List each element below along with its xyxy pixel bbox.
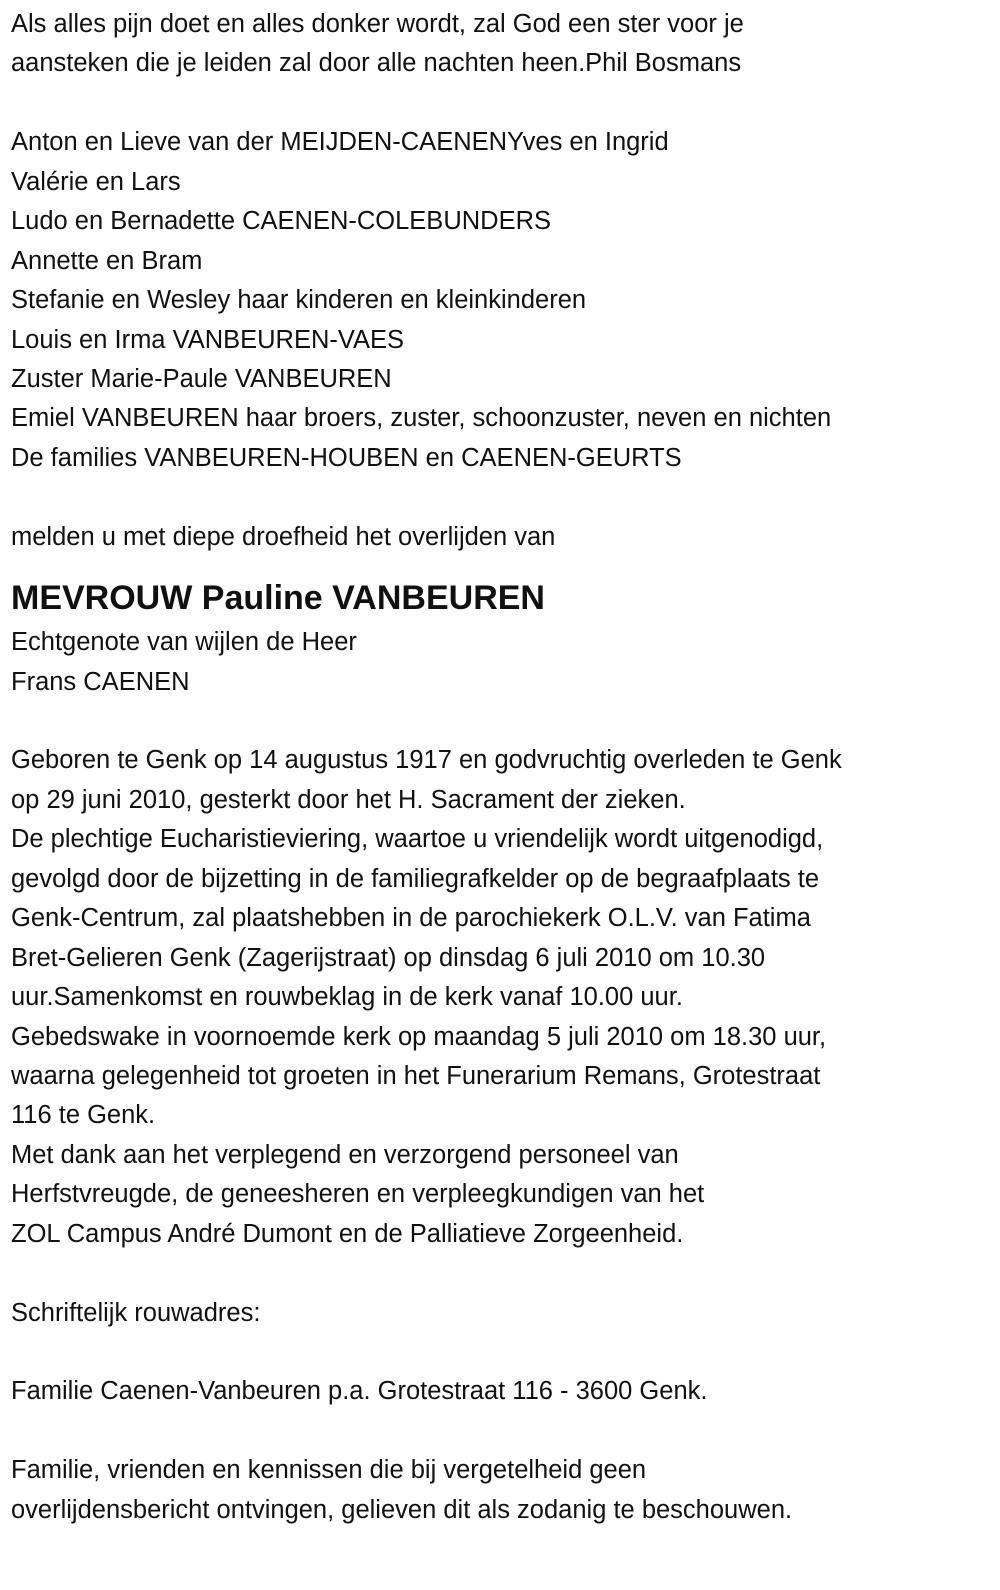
details-line: gevolgd door de bijzetting in de familiegrafkelder op de begraafplaats te [11,864,820,893]
family-list [11,123,1000,478]
quote [11,5,1000,84]
details-line: op 29 juni 2010, gesterkt door het H. Sacrament der zieken. [11,785,686,814]
announcement-text: melden u met diepe droefheid het overlijden van [11,522,556,551]
details-line: De plechtige Eucharistieviering, waartoe u vriendelijk wordt uitgenodigd, [11,825,824,854]
mourning-address: Familie Caenen-Vanbeuren p.a. Grotestraat 116 - 3600 Genk. [11,1377,708,1406]
details-line: Bret-Gelieren Genk (Zagerijstraat) op dinsdag 6 juli 2010 om 10.30 [11,943,766,972]
quote-line: Als alles pijn doet en alles donker wordt, zal God een ster voor je [11,10,744,38]
details-line: Genk-Centrum, zal plaatshebben in de parochiekerk O.L.V. van Fatima [11,904,811,933]
family-line: De families VANBEUREN-HOUBEN en CAENEN-GEURTS [11,443,682,472]
address-label: Schriftelijk rouwadres: [11,1298,261,1327]
details-line: waarna gelegenheid tot groeten in het Funerarium Remans, Grotestraat [11,1061,821,1090]
family-line: Emiel VANBEUREN haar broers, zuster, schoonzuster, neven en nichten [11,404,832,433]
quote-line: aansteken die je leiden zal door alle nachten heen.Phil Bosmans [11,49,742,78]
details-line: 116 te Genk. [11,1101,156,1130]
details-line: Met dank aan het verplegend en verzorgend personeel van [11,1140,679,1169]
family-line: Zuster Marie-Paule VANBEUREN [11,364,392,393]
details-line: uur.Samenkomst en rouwbeklag in de kerk vanaf 10.00 uur. [11,983,683,1012]
funeral-details [11,741,1000,1254]
details-line: ZOL Campus André Dumont en de Palliatieve Zorgeenheid. [11,1219,684,1248]
spouse-line: Frans CAENEN [11,667,190,696]
closing-line: overlijdensbericht ontvingen, gelieven dit als zodanig te beschouwen. [11,1495,793,1524]
details-line: Gebedswake in voornoemde kerk op maandag 5 juli 2010 om 18.30 uur, [11,1022,827,1051]
family-line: Stefanie en Wesley haar kinderen en kleinkinderen [11,286,587,315]
family-line: Anton en Lieve van der MEIJDEN-CAENENYves en Ingrid [11,128,669,157]
details-line: Geboren te Genk op 14 augustus 1917 en godvruchtig overleden te Genk [11,746,842,775]
spouse-line: Echtgenote van wijlen de Heer [11,628,357,657]
spouse-info [11,623,1000,702]
deceased-name: MEVROUW Pauline VANBEUREN [11,579,545,618]
closing-line: Familie, vrienden en kennissen die bij vergetelheid geen [11,1456,647,1485]
family-line: Louis en Irma VANBEUREN-VAES [11,325,405,354]
details-line: Herfstvreugde, de geneesheren en verpleegkundigen van het [11,1180,705,1209]
family-line: Ludo en Bernadette CAENEN-COLEBUNDERS [11,207,551,236]
closing-note [11,1451,1000,1530]
family-line: Valérie en Lars [11,167,181,196]
family-line: Annette en Bram [11,246,203,275]
